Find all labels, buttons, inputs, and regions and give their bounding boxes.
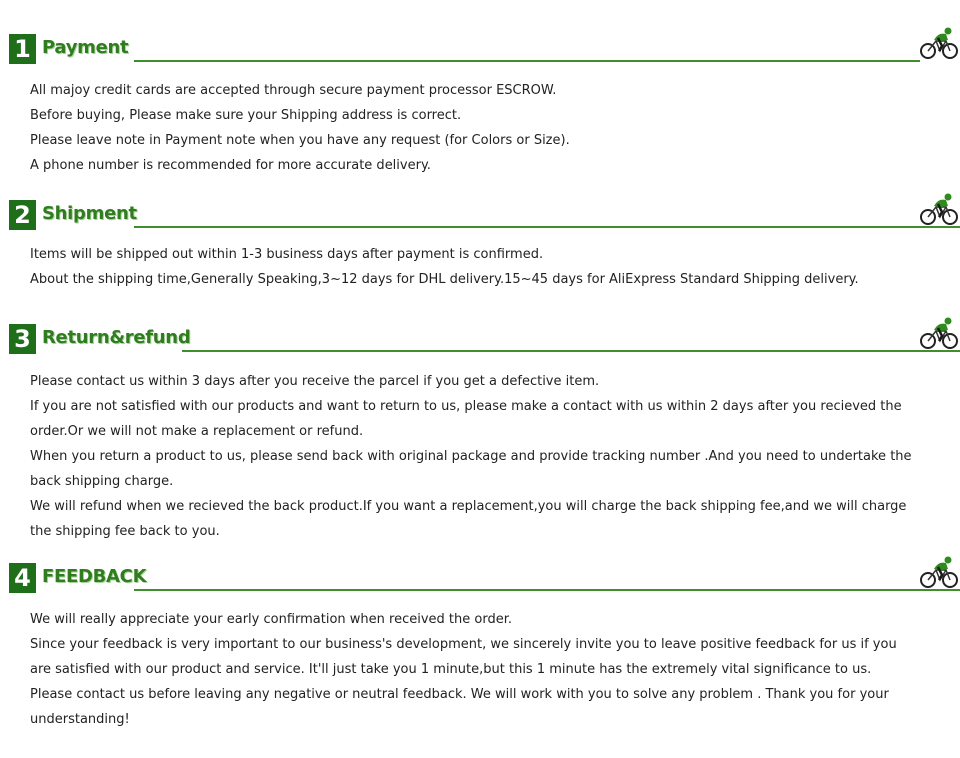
- cyclist-icon: [920, 190, 958, 226]
- return-refund-text: [30, 369, 920, 544]
- shipment-text: [30, 242, 920, 292]
- section-shipment: [0, 200, 960, 240]
- cyclist-icon: [920, 24, 958, 60]
- text-line: All majoy credit cards are accepted through secure payment processor ESCROW.: [30, 83, 557, 98]
- section-number-badge: 3: [9, 324, 36, 354]
- text-line: Please leave note in Payment note when you have any request (for Colors or Size).: [30, 133, 570, 148]
- text-line: A phone number is recommended for more accurate delivery.: [30, 158, 431, 173]
- section-number-badge: 4: [9, 563, 36, 593]
- text-line: If you are not satisfied with our products and want to return to us, please make a contact with us within 2 days after you recieved the order.Or we will not make a replacement or refund.: [30, 399, 902, 439]
- section-header: [0, 563, 960, 603]
- cyclist-icon: [920, 553, 958, 589]
- text-line: When you return a product to us, please send back with original package and provide tracking number .And you need to undertake the back shipping charge.: [30, 449, 912, 489]
- text-line: About the shipping time,Generally Speaking,3~12 days for DHL delivery.15~45 days for AliExpress Standard Shipping delivery.: [30, 272, 859, 287]
- feedback-text: [30, 607, 920, 732]
- section-title: Return&refund: [42, 327, 191, 348]
- section-payment: [0, 34, 960, 74]
- section-divider: [134, 226, 960, 228]
- text-line: Please contact us within 3 days after you receive the parcel if you get a defective item.: [30, 374, 600, 389]
- section-divider: [134, 60, 920, 62]
- text-line: We will refund when we recieved the back product.If you want a replacement,you will charge the back shipping fee,and we will charge the shipping fee back to you.: [30, 499, 907, 539]
- section-header: [0, 324, 960, 364]
- section-title: FEEDBACK: [42, 566, 147, 587]
- section-number-badge: 2: [9, 200, 36, 230]
- text-line: Items will be shipped out within 1-3 business days after payment is confirmed.: [30, 247, 544, 262]
- section-divider: [134, 589, 960, 591]
- section-feedback: [0, 563, 960, 603]
- cyclist-icon: [920, 314, 958, 350]
- section-header: [0, 34, 960, 74]
- section-title: Shipment: [42, 203, 137, 224]
- text-line: Before buying, Please make sure your Shipping address is correct.: [30, 108, 462, 123]
- text-line: Since your feedback is very important to our business's development, we sincerely invite you to leave positive feedback for us if you are satisfied with our product and service. It'll just take you 1 minute,but this 1 minute has the extremely vital significance to us.: [30, 637, 897, 677]
- section-title: Payment: [42, 37, 129, 58]
- text-line: Please contact us before leaving any negative or neutral feedback. We will work with you to solve any problem . Thank you for your understanding!: [30, 687, 889, 727]
- section-number-badge: 1: [9, 34, 36, 64]
- section-return-refund: [0, 324, 960, 364]
- section-header: [0, 200, 960, 240]
- payment-text: [30, 78, 920, 178]
- section-divider: [182, 350, 960, 352]
- text-line: We will really appreciate your early confirmation when received the order.: [30, 612, 512, 627]
